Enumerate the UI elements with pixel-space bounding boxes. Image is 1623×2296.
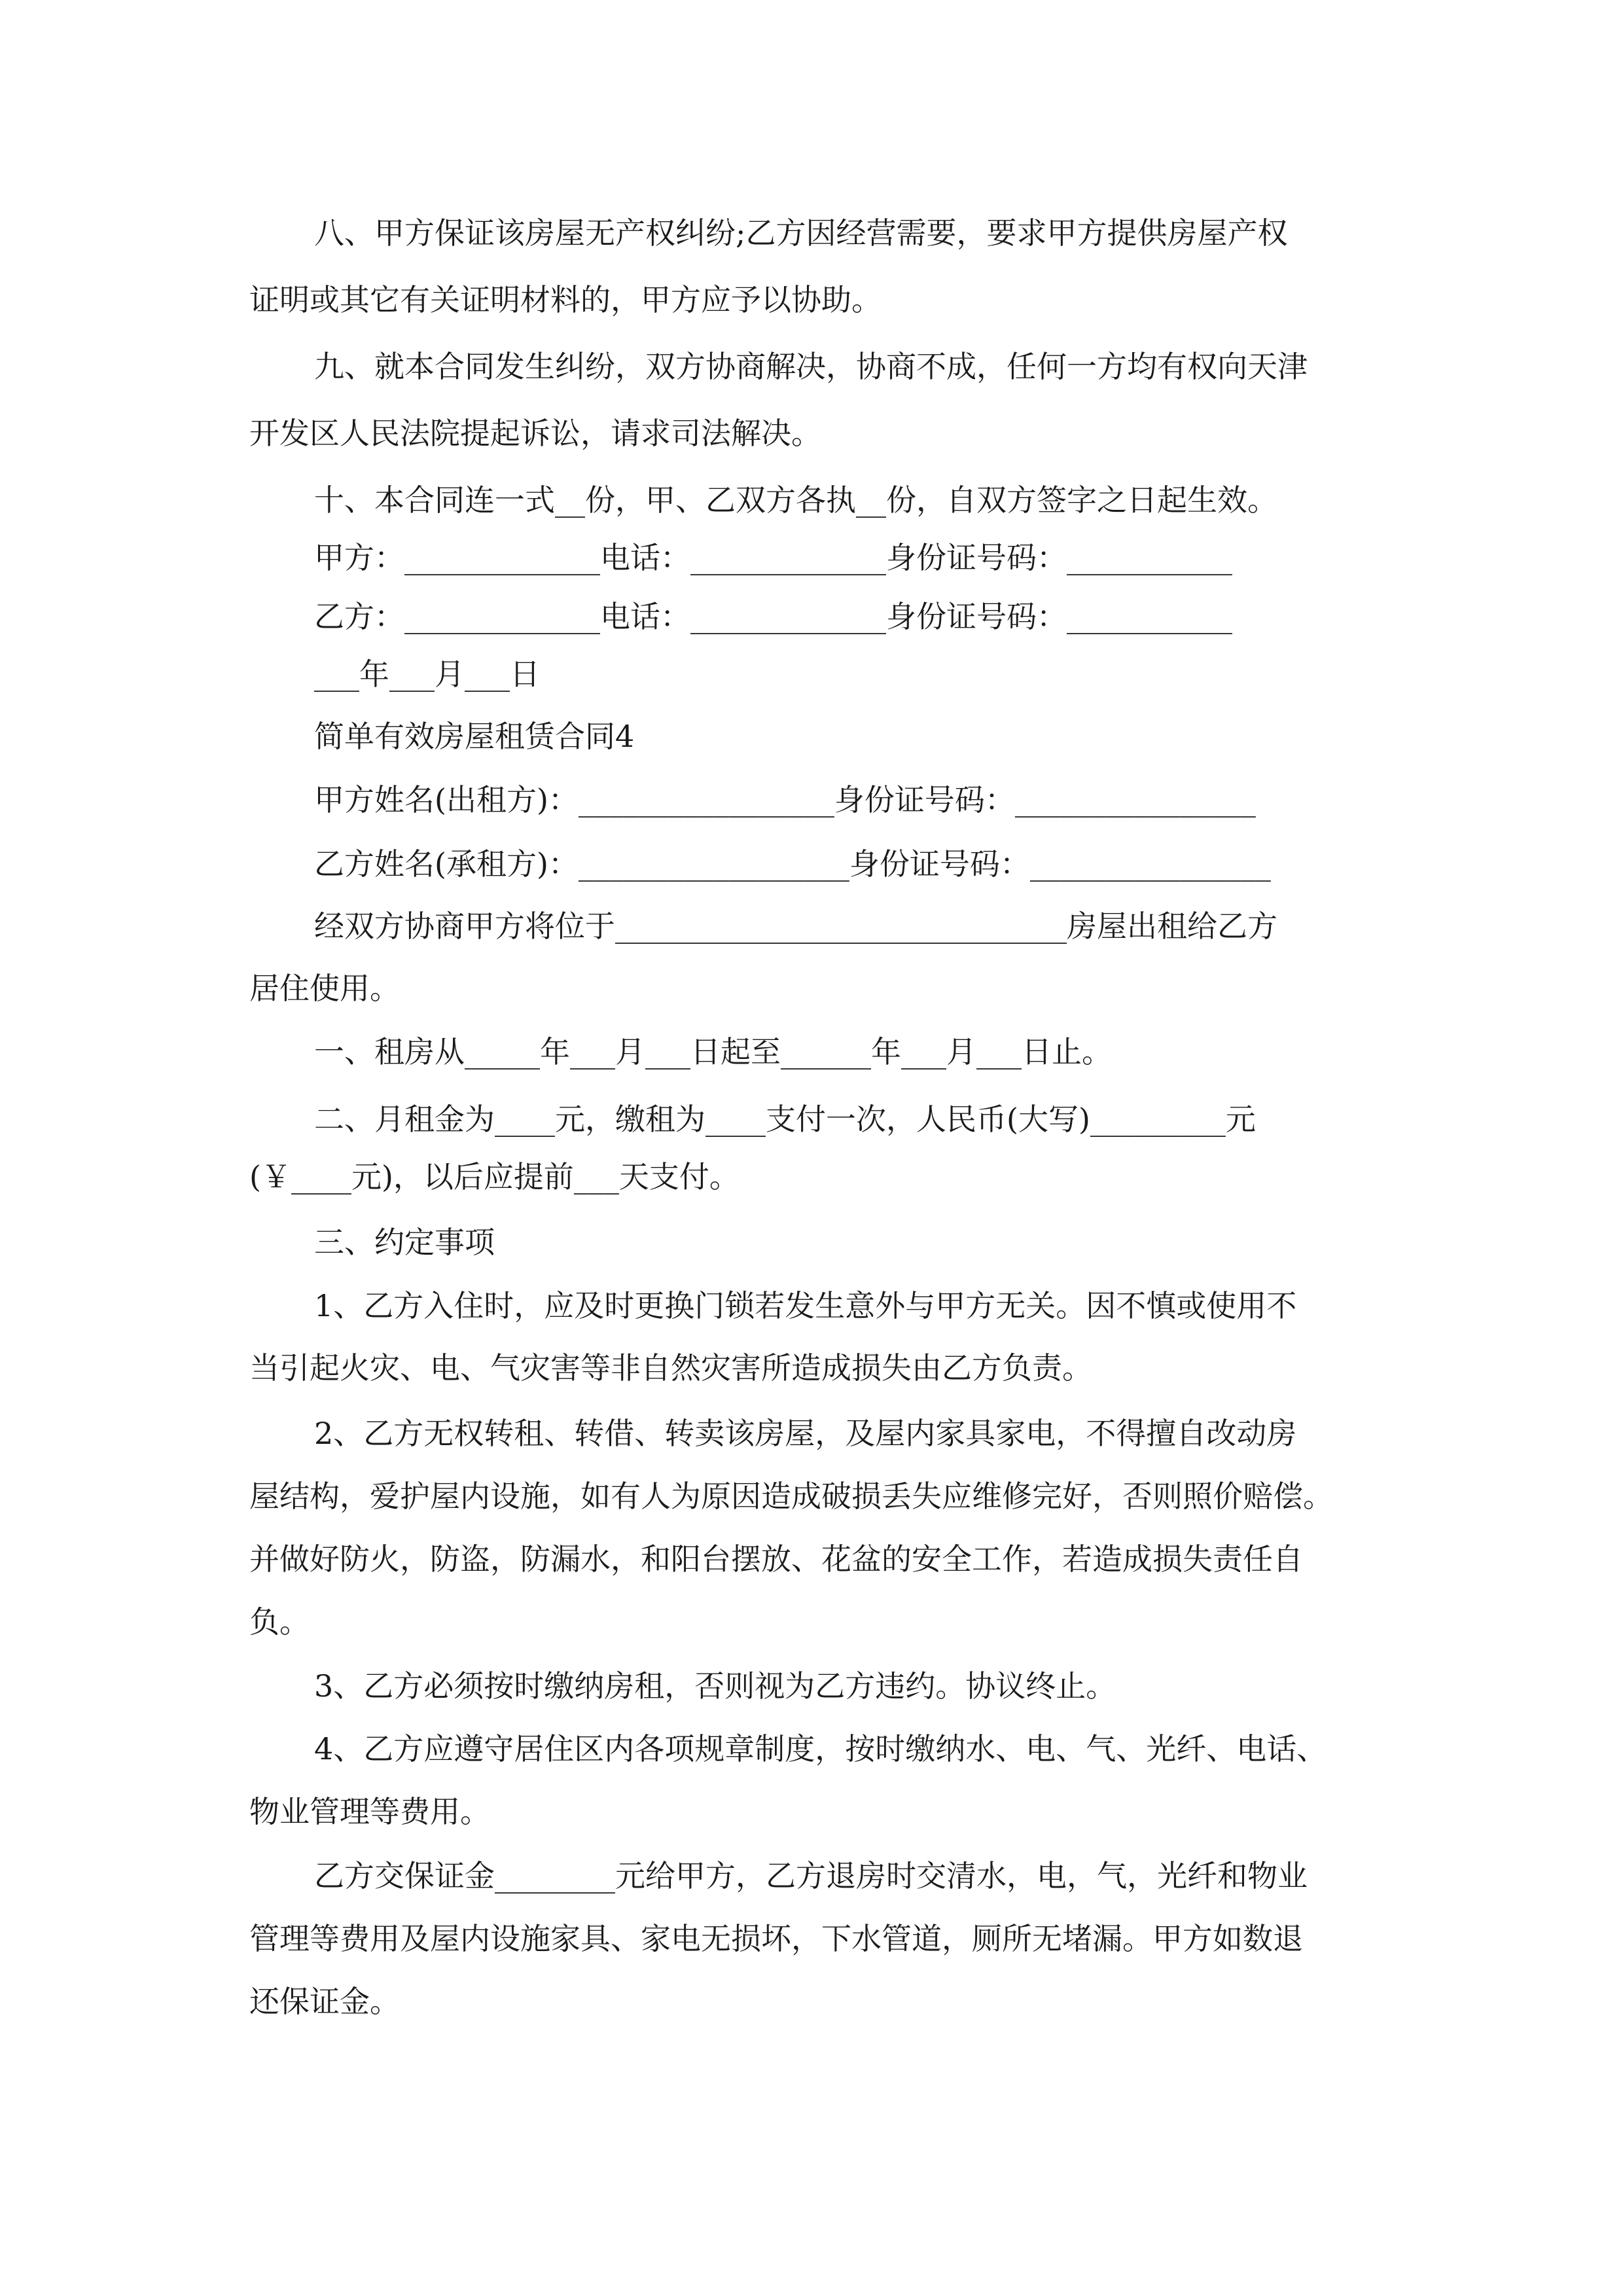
item-2-line-3: 并做好防火，防盗，防漏水，和阳台摆放、花盆的安全工作，若造成损失责任自 bbox=[249, 1541, 1303, 1577]
item-4-line-2: 物业管理等费用。 bbox=[249, 1794, 490, 1829]
item-4-line-1: 4、乙方应遵守居住区内各项规章制度，按时缴纳水、电、气、光纤、电话、 bbox=[314, 1731, 1327, 1767]
term-2-line-1: 二、月租金为____元，缴租为____支付一次，人民币(大写)_________元 bbox=[314, 1102, 1256, 1137]
item-2-line-2: 屋结构，爱护屋内设施，如有人为原因造成破损丢失应维修完好，否则照价赔偿。 bbox=[249, 1479, 1333, 1514]
term-3-heading: 三、约定事项 bbox=[314, 1225, 495, 1260]
item-1-line-2: 当引起火灾、电、气灾害等非自然灾害所造成损失由乙方负责。 bbox=[249, 1350, 1092, 1386]
party-b-signature-line: 乙方：_____________电话：_____________身份证号码：___________ bbox=[314, 599, 1232, 634]
signature-date-line: ___年___月___日 bbox=[314, 656, 540, 692]
lessor-info-line: 甲方姓名(出租方)：_________________身份证号码：________________ bbox=[314, 782, 1256, 817]
clause-10-line: 十、本合同连一式__份，甲、乙双方各执__份，自双方签字之日起生效。 bbox=[314, 482, 1277, 518]
item-2-line-1: 2、乙方无权转租、转借、转卖该房屋，及屋内家具家电，不得擅自改动房 bbox=[314, 1416, 1297, 1451]
intro-line-2: 居住使用。 bbox=[249, 971, 400, 1006]
clause-8-line-1: 八、甲方保证该房屋无产权纠纷;乙方因经营需要，要求甲方提供房屋产权 bbox=[314, 215, 1288, 251]
deposit-line-2: 管理等费用及屋内设施家具、家电无损坏，下水管道，厕所无堵漏。甲方如数退 bbox=[249, 1921, 1303, 1956]
intro-line-1: 经双方协商甲方将位于______________________________房屋出租给乙方 bbox=[314, 908, 1277, 944]
item-2-line-4: 负。 bbox=[249, 1604, 310, 1640]
term-2-line-2: (￥____元)，以后应提前___天支付。 bbox=[249, 1159, 740, 1194]
item-3-line: 3、乙方必须按时缴纳房租，否则视为乙方违约。协议终止。 bbox=[314, 1668, 1116, 1704]
item-1-line-1: 1、乙方入住时，应及时更换门锁若发生意外与甲方无关。因不慎或使用不 bbox=[314, 1288, 1297, 1323]
lessee-info-line: 乙方姓名(承租方)：__________________身份证号码：________________ bbox=[314, 846, 1271, 882]
deposit-line-1: 乙方交保证金________元给甲方，乙方退房时交清水，电，气，光纤和物业 bbox=[314, 1858, 1308, 1893]
deposit-line-3: 还保证金。 bbox=[249, 1984, 400, 2019]
party-a-signature-line: 甲方：_____________电话：_____________身份证号码：___________ bbox=[314, 540, 1232, 575]
clause-9-line-2: 开发区人民法院提起诉讼，请求司法解决。 bbox=[249, 416, 821, 451]
clause-8-line-2: 证明或其它有关证明材料的，甲方应予以协助。 bbox=[249, 282, 882, 317]
term-1-line: 一、租房从_____年___月___日起至______年___月___日止。 bbox=[314, 1034, 1112, 1069]
clause-9-line-1: 九、就本合同发生纠纷，双方协商解决，协商不成，任何一方均有权向天津 bbox=[314, 349, 1308, 384]
contract-4-title: 简单有效房屋租赁合同4 bbox=[314, 719, 635, 754]
